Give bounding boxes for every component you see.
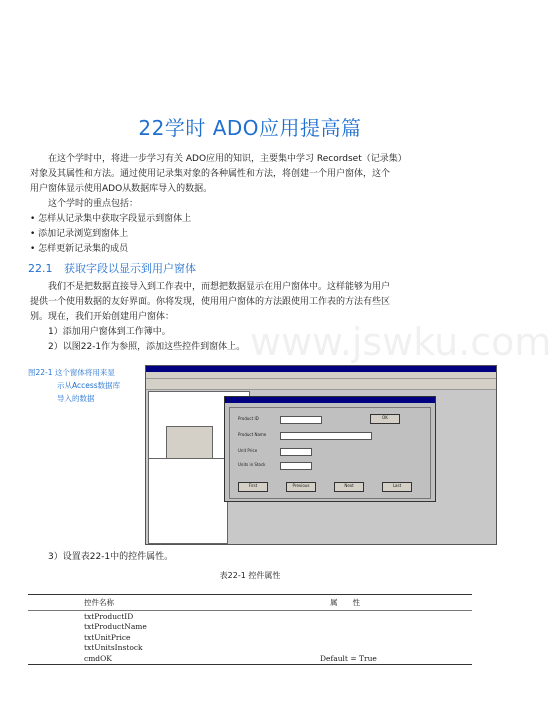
ok-button: OK	[370, 414, 400, 424]
intro-paragraph	[30, 152, 470, 257]
userform-titlebar	[225, 397, 435, 403]
section-body	[30, 280, 470, 355]
watermark: www.jswku.com	[250, 320, 551, 364]
properties-panel	[148, 458, 228, 544]
table-cell: txtUnitsInstock	[84, 643, 143, 653]
next-button: Next	[334, 482, 364, 492]
screenshot-toolbar	[146, 379, 496, 390]
table-cell	[218, 622, 472, 633]
unit-price-field	[280, 448, 312, 456]
table-row	[28, 653, 472, 664]
table-header-row	[28, 595, 472, 611]
section-heading	[28, 260, 196, 276]
table-row	[28, 643, 472, 654]
figure-caption	[28, 366, 138, 405]
table-cell	[218, 643, 472, 654]
table-cell: cmdOK	[84, 653, 112, 663]
form-label: Product Name	[238, 432, 267, 437]
intro-line: 在这个学时中，将进一步学习有关 ADO应用的知识，主要集中学习 Recordset（记录集）	[48, 154, 407, 164]
units-in-stock-field	[280, 462, 312, 470]
table-row	[28, 611, 472, 622]
body-line: 提供一个使用数据的友好界面。你将发现，使用用户窗体的方法跟使用工作表的方法有些区	[30, 297, 391, 307]
step-item: 3）设置表22-1中的控件属性。	[48, 552, 174, 562]
form-label: Product ID	[238, 416, 259, 421]
form-label: Unit Price	[238, 448, 258, 453]
column-header: 属 性	[218, 595, 472, 611]
screenshot-menubar	[146, 372, 496, 379]
step-item: 1）添加用户窗体到工作簿中。	[48, 327, 171, 337]
bullet-item: • 添加记录浏览到窗体上	[30, 229, 129, 239]
product-id-field	[280, 416, 322, 424]
properties-table	[28, 594, 472, 665]
last-button: Last	[382, 482, 412, 492]
table-cell: txtUnitPrice	[84, 632, 131, 642]
table-row	[28, 632, 472, 643]
product-name-field	[280, 432, 372, 440]
userform-frame	[229, 407, 431, 499]
userform-designer	[224, 396, 436, 502]
body-line: 我们不是把数据直接导入到工作表中，而想把数据显示在用户窗体中。这样能够为用户	[48, 282, 391, 292]
bullet-item: • 怎样更新记录集的成员	[30, 244, 129, 254]
table-cell	[218, 611, 472, 622]
caption-line: 示从Access数据库	[57, 381, 121, 390]
table-cell: txtProductName	[84, 622, 147, 632]
intro-line: 这个学时的重点包括：	[48, 199, 139, 209]
table-row	[28, 622, 472, 633]
table-caption: 表22-1 控件属性	[219, 571, 281, 580]
previous-button: Previous	[286, 482, 316, 492]
section-number: 22.1	[28, 262, 53, 275]
page-title: 22学时 ADO应用提高篇	[138, 116, 362, 140]
first-button: First	[238, 482, 268, 492]
intro-line: 对象及其属性和方法。通过使用记录集对象的各种属性和方法，将创建一个用户窗体，这个	[30, 169, 391, 179]
intro-line: 用户窗体显示使用ADO从数据库导入的数据。	[30, 184, 213, 194]
form-label: Units in Stock	[238, 462, 266, 467]
column-header: 控件名称	[28, 595, 218, 611]
bullet-item: • 怎样从记录集中获取字段显示到窗体上	[30, 214, 192, 224]
table-cell: txtProductID	[84, 611, 134, 621]
table-cell	[218, 632, 472, 643]
table-cell: Default = True	[320, 653, 377, 663]
step-item: 2）以图22-1作为参照，添加这些控件到窗体上。	[48, 342, 246, 352]
section-title: 获取字段以显示到用户窗体	[64, 262, 196, 275]
caption-line: 图22-1 这个窗体将用来显	[28, 368, 115, 377]
body-line: 别。现在，我们开始创建用户窗体：	[30, 312, 175, 322]
figure-screenshot	[145, 365, 497, 545]
caption-line: 导入的数据	[57, 394, 95, 403]
